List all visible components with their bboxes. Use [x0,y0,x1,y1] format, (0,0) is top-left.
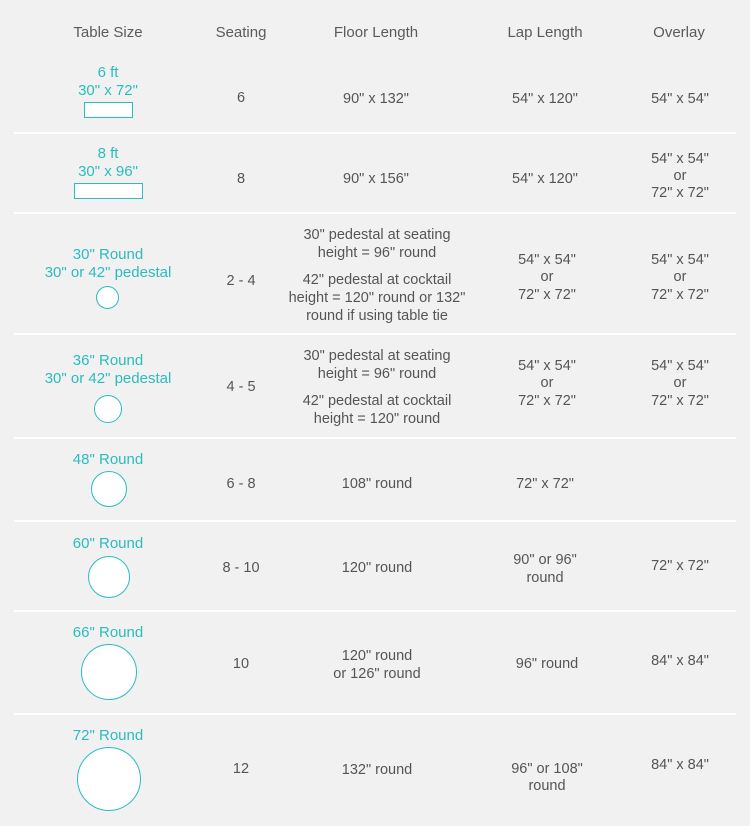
round-table-shape [94,395,122,423]
floor-length-value: 90" x 132" [343,91,409,107]
round-table-shape [91,471,127,507]
lap-length-value: 54" x 120" [512,91,578,107]
table-size-pedestal: 30" or 42" pedestal [44,264,172,281]
seating-value: 8 - 10 [222,560,260,576]
table-size-dimensions: 30" x 72" [78,82,138,99]
table-size-pedestal: 30" or 42" pedestal [44,370,172,387]
table-size-name: 60" Round [72,535,144,552]
overlay-value: 54" x 54" [651,91,709,107]
row-divider [14,333,736,335]
header-table-size: Table Size [73,24,143,41]
row-divider [14,610,736,612]
floor-length-text: height = 96" round [317,245,437,261]
overlay-value: 72" x 72" [651,558,709,574]
table-size-dimensions: 30" x 96" [78,163,138,180]
header-floor-length: Floor Length [333,24,419,41]
floor-length-text: height = 120" round [313,411,441,427]
overlay-value: 72" x 72" [651,393,709,409]
round-table-shape [77,747,141,811]
lap-length-value: 72" x 72" [518,393,576,409]
lap-length-value: 90" or 96" [513,552,577,568]
table-size-name: 72" Round [72,727,144,744]
overlay-or: or [673,375,687,391]
lap-length-value: round [528,778,566,794]
floor-length-value: or 126" round [333,666,421,682]
overlay-value: 54" x 54" [651,252,709,268]
row-divider [14,212,736,214]
table-size-name: 30" Round [72,246,144,263]
header-seating: Seating [215,24,267,41]
seating-value: 4 - 5 [226,379,256,395]
header-overlay: Overlay [653,24,705,41]
round-table-shape [88,556,130,598]
table-size-name: 48" Round [72,451,144,468]
floor-length-value: 120" round [341,648,413,664]
table-size-name: 6 ft [97,64,119,81]
table-size-name: 36" Round [72,352,144,369]
table-size-name: 66" Round [72,624,144,641]
seating-value: 10 [232,656,250,672]
rectangle-table-shape [84,102,133,118]
lap-length-value: 54" x 54" [518,252,576,268]
seating-value: 8 [236,171,246,187]
row-divider [14,132,736,134]
overlay-value: 54" x 54" [651,358,709,374]
table-size-name: 8 ft [97,145,119,162]
floor-length-text: round if using table tie [306,308,448,324]
lap-length-value: 96" or 108" [511,761,583,777]
row-divider [14,520,736,522]
lap-length-value: 54" x 120" [512,171,578,187]
header-lap-length: Lap Length [507,24,583,41]
lap-length-value: 54" x 54" [518,358,576,374]
floor-length-text: 42" pedestal at cocktail [302,393,452,409]
round-table-shape [81,644,137,700]
seating-value: 12 [232,761,250,777]
floor-length-text: 30" pedestal at seating [303,227,451,243]
floor-length-value: 108" round [341,476,413,492]
overlay-value: 72" x 72" [651,185,709,201]
floor-length-text: height = 96" round [317,366,437,382]
seating-value: 6 [236,90,246,106]
round-table-shape [96,286,119,309]
table-header [0,0,750,60]
floor-length-text: height = 120" round or 132" [288,290,466,306]
lap-length-value: 72" x 72" [518,287,576,303]
rectangle-table-shape [74,183,143,199]
overlay-or: or [673,269,687,285]
row-divider [14,437,736,439]
lap-length-or: or [540,375,554,391]
floor-length-text: 30" pedestal at seating [303,348,451,364]
seating-value: 6 - 8 [226,476,256,492]
overlay-value: 54" x 54" [651,151,709,167]
seating-value: 2 - 4 [226,273,256,289]
overlay-value: 72" x 72" [651,287,709,303]
lap-length-value: round [526,570,564,586]
lap-length-value: 72" x 72" [516,476,574,492]
overlay-or: or [673,168,687,184]
overlay-value: 84" x 84" [651,757,709,773]
floor-length-value: 90" x 156" [343,171,409,187]
floor-length-text: 42" pedestal at cocktail [302,272,452,288]
lap-length-or: or [540,269,554,285]
floor-length-value: 120" round [341,560,413,576]
lap-length-value: 96" round [515,656,579,672]
overlay-value: 84" x 84" [651,653,709,669]
floor-length-value: 132" round [341,762,413,778]
row-divider [14,713,736,715]
